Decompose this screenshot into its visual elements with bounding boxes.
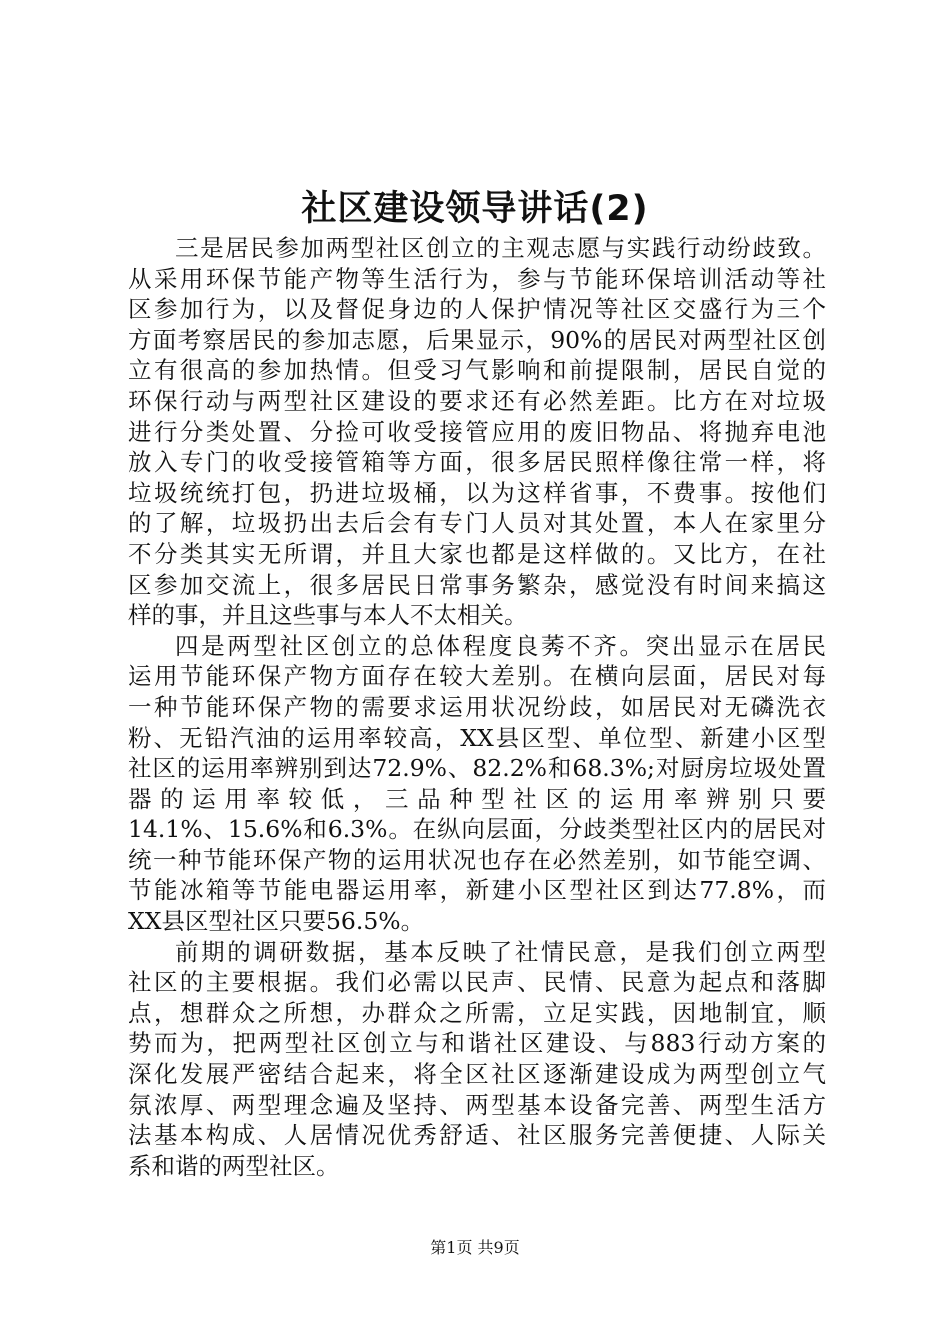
text-line: 三是居民参加两型社区创立的主观志愿与实践行动纷歧致。	[175, 234, 826, 262]
document-title: 社区建设领导讲话(2)	[301, 189, 649, 229]
text-line: 不分类其实无所谓，并且大家也都是这样做的。又比方，在社	[128, 539, 826, 568]
document-body	[128, 233, 826, 1181]
text-line: 法基本构成、人居情况优秀舒适、社区服务完善便捷、人际关	[128, 1121, 826, 1150]
text-line: 环保行动与两型社区建设的要求还有必然差距。比方在对垃圾	[128, 386, 826, 415]
text-line: 氛浓厚、两型理念遍及坚持、两型基本设备完善、两型生活方	[128, 1090, 826, 1119]
text-line: 粉、无铅汽油的运用率较高，XX县区型、单位型、新建小区型	[128, 723, 826, 752]
text-line: 垃圾统统打包，扔进垃圾桶，以为这样省事，不费事。按他们	[128, 478, 826, 507]
page-footer: 第1页 共9页	[430, 1238, 520, 1257]
text-line: 点，想群众之所想，办群众之所需，立足实践，因地制宜，顺	[128, 998, 826, 1027]
text-line: 区参加行为，以及督促身边的人保护情况等社区交盛行为三个	[128, 295, 826, 324]
text-line: 势而为，把两型社区创立与和谐社区建设、与883行动方案的	[128, 1029, 826, 1058]
text-line: 节能冰箱等节能电器运用率，新建小区型社区到达77.8%，而	[128, 876, 826, 905]
text-line: 从采用环保节能产物等生活行为，参与节能环保培训活动等社	[128, 264, 826, 293]
text-line: XX县区型社区只要56.5%。	[128, 907, 425, 936]
text-line: 系和谐的两型社区。	[128, 1151, 340, 1180]
text-line: 放入专门的收受接管箱等方面，很多居民照样像往常一样，将	[128, 448, 826, 477]
text-line: 统一种节能环保产物的运用状况也存在必然差别，如节能空调、	[128, 845, 826, 874]
text-line: 的了解，垃圾扔出去后会有专门人员对其处置，本人在家里分	[128, 509, 826, 538]
text-line: 一种节能环保产物的需要求运用状况纷歧，如居民对无磷洗衣	[128, 692, 826, 721]
text-line: 社区的主要根据。我们必需以民声、民情、民意为起点和落脚	[128, 968, 826, 997]
text-line: 区参加交流上，很多居民日常事务繁杂，感觉没有时间来搞这	[128, 570, 826, 599]
text-line: 四是两型社区创立的总体程度良莠不齐。突出显示在居民	[175, 631, 826, 660]
text-line: 立有很高的参加热情。但受习气影响和前提限制，居民自觉的	[128, 356, 826, 385]
text-line: 深化发展严密结合起来，将全区社区逐渐建设成为两型创立气	[128, 1060, 826, 1089]
text-line: 器的运用率较低，三品种型社区的运用率辨别只要	[128, 784, 826, 813]
text-line: 前期的调研数据，基本反映了社情民意，是我们创立两型	[175, 937, 826, 966]
text-line: 样的事，并且这些事与本人不太相关。	[128, 601, 528, 630]
text-line: 方面考察居民的参加志愿，后果显示，90%的居民对两型社区创	[128, 325, 826, 354]
text-line: 运用节能环保产物方面存在较大差别。在横向层面，居民对每	[128, 662, 826, 691]
text-line: 进行分类处置、分捡可收受接管应用的废旧物品、将抛弃电池	[128, 417, 826, 446]
text-line: 社区的运用率辨别到达72.9%、82.2%和68.3%;对厨房垃圾处置	[128, 754, 826, 783]
text-line: 14.1%、15.6%和6.3%。在纵向层面，分歧类型社区内的居民对	[128, 815, 826, 844]
